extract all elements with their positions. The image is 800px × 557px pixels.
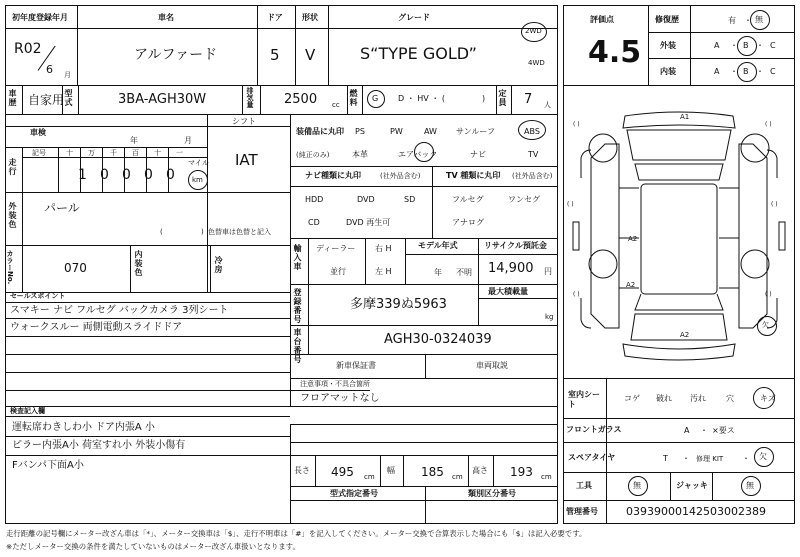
shape-label: 形状 — [302, 13, 318, 22]
reg-era: R02 — [14, 41, 42, 57]
interior-grade-a: A — [714, 67, 720, 76]
color-value: パール — [44, 201, 80, 215]
svg-text:( ): ( ) — [573, 121, 580, 128]
mileage-digit-header: 万 — [88, 149, 95, 157]
chassis-value: AGH30-0324039 — [384, 332, 492, 347]
width-unit: cm — [452, 473, 463, 481]
equipment-item: PS — [355, 127, 365, 136]
windshield-label: フロントガラス — [566, 425, 622, 434]
footer-line-2: ※ただしメーター交換の条件を満たしていないものはメーター改ざん車扱いとなります。 — [6, 542, 300, 551]
class-number-label: 類別区分番号 — [468, 489, 516, 498]
width-value: 185 — [421, 465, 444, 479]
svg-text:( ): ( ) — [567, 201, 574, 208]
sales-label: セールスポイント — [10, 292, 66, 300]
tv-type-sub: (社外品含む) — [512, 172, 553, 180]
equipment-item: PW — [390, 127, 403, 136]
width-label: 幅 — [387, 466, 395, 475]
exterior-grade-b-circle — [737, 36, 757, 56]
footer-line-1: 走行距離の記号欄にメーター改ざん車は「*」、メーター交換車は「$」、走行不明車は「#」を記入してください。メーター交換で合算表示した場合にも「$」は記入必要です。 — [6, 529, 587, 538]
inspector-line-1: 運転席わきしわ小 ドア内張A 小 — [12, 422, 155, 433]
model-year-year: 年 — [434, 268, 442, 277]
model-label: 型式 — [64, 89, 73, 107]
shape-value: V — [305, 46, 316, 64]
mileage-digit-header: 一 — [176, 149, 183, 157]
mgmt-number-label: 管理番号 — [566, 507, 598, 516]
interior-grade-b: B — [743, 67, 749, 76]
car-name: アルファード — [134, 47, 218, 63]
model-year-unknown: 不明 — [456, 268, 472, 277]
equipment-item: 本革 — [352, 150, 368, 159]
inspector-line-2: ピラー内張A小 荷室すれ小 外装小傷有 — [12, 440, 186, 451]
capacity-unit: 人 — [544, 101, 551, 109]
shaken-label: 車検 — [30, 128, 46, 137]
car-name-label: 車名 — [158, 13, 174, 22]
import-label: 輸入車 — [293, 244, 302, 271]
warranty-new-car: 新車保証書 — [336, 361, 376, 370]
equipment-item: TV — [528, 150, 539, 159]
type-number-label: 型式指定番号 — [330, 489, 378, 498]
displacement-label: 排気量 — [246, 87, 254, 108]
mileage-digit: 0 — [166, 167, 175, 183]
fuel-label: 燃料 — [349, 89, 358, 107]
shift-value: IAT — [235, 151, 258, 169]
color-note: 色替車は色替と記入 — [208, 228, 271, 236]
airbag-circle — [414, 142, 434, 162]
interior-grade-c: C — [770, 67, 776, 76]
score-value: 4.5 — [588, 35, 642, 70]
exterior-grade-b: B — [743, 41, 749, 50]
mileage-label: 走行 — [8, 158, 17, 176]
diagram-mark-a2-rear: A2 — [680, 331, 690, 339]
tools-label: 工具 — [576, 481, 592, 490]
car-body-diagram — [565, 88, 793, 378]
mileage-digit: 1 — [78, 167, 87, 183]
equipment-item: エアバック — [398, 150, 438, 159]
spare-paren: ・ — [742, 454, 750, 463]
color-no-label: カラーNo. — [6, 250, 14, 285]
interior-grade-sep: ・ — [756, 67, 764, 76]
registration-label: 登録番号 — [293, 288, 302, 324]
tv-type-item: アナログ — [452, 218, 484, 227]
nav-type-item: DVD — [357, 195, 375, 204]
length-label: 長さ — [294, 466, 310, 475]
equipment-item: ナビ — [470, 150, 486, 159]
doors-label: ドア — [267, 13, 283, 22]
tools-value: 無 — [633, 481, 641, 490]
svg-text:( ): ( ) — [573, 291, 580, 298]
nav-type-item: SD — [404, 195, 416, 204]
equipment-label-sub: (純正のみ) — [296, 151, 330, 159]
sales-line-1: スマキー ナビ フルセグ バックカメラ 3列シート — [10, 305, 229, 316]
max-load-label: 最大積載量 — [488, 287, 528, 296]
svg-text:( ): ( ) — [765, 291, 772, 298]
displacement-unit: cc — [332, 101, 340, 109]
repair-no: 無 — [755, 15, 763, 24]
windshield-repair: ×要ス — [712, 426, 735, 435]
recycle-value: 14,900 — [488, 261, 534, 276]
exterior-grade-a: A — [714, 41, 720, 50]
color-note-close: ) — [201, 228, 204, 236]
drive-4wd: 4WD — [528, 59, 545, 67]
grade-label: グレード — [398, 13, 430, 22]
diagram-mark-chip: 欠 — [762, 321, 769, 329]
mileage-digit-header: 千 — [110, 149, 117, 157]
mile-label: マイル — [188, 159, 209, 167]
equipment-label: 装備品に丸印 — [296, 127, 344, 136]
km-label: km — [192, 176, 203, 184]
inspector-line-3: Fバンパ下面A小 — [12, 460, 84, 471]
color-label: 外装色 — [8, 202, 17, 229]
tv-type-item: フルセグ — [452, 195, 484, 204]
recycle-label: リサイクル預託金 — [484, 241, 547, 250]
import-left-h: 左 H — [375, 267, 392, 276]
height-unit: cm — [541, 473, 552, 481]
sheet-item: 破れ — [656, 394, 672, 403]
use-value: 自家用 — [28, 93, 65, 107]
exterior-label: 外装 — [660, 41, 676, 50]
exterior-grade-c: C — [770, 41, 776, 50]
height-value: 193 — [510, 465, 533, 479]
doors-value: 5 — [270, 46, 280, 64]
reg-month: 6 — [46, 63, 53, 76]
mileage-digit: 0 — [122, 167, 131, 183]
diagram-mark-a2-rear-left: A2 — [626, 281, 636, 289]
sheet-scratch-circle — [753, 387, 775, 409]
windshield-a: A — [684, 426, 690, 435]
nav-type-sub: (社外品含む) — [380, 172, 421, 180]
mileage-digit: 0 — [144, 167, 153, 183]
drive-2wd: 2WD — [525, 27, 542, 35]
sheet-item: キズ — [760, 394, 776, 403]
recycle-unit: 円 — [544, 267, 552, 276]
repair-label: 修復歴 — [655, 15, 679, 24]
import-right-h: 右 H — [375, 244, 392, 253]
equipment-item: サンルーフ — [456, 127, 495, 136]
interior-grade-sep: ・ — [730, 67, 738, 76]
sheet-item: 穴 — [726, 394, 734, 403]
repair-yes: 有 — [728, 16, 736, 25]
equipment-item: ABS — [524, 127, 540, 136]
spare-none: 欠 — [759, 452, 767, 461]
registration-plate: 多摩339ぬ5963 — [350, 297, 447, 312]
length-value: 495 — [331, 465, 354, 479]
inspector-label: 検査記入欄 — [10, 407, 45, 415]
shaken-year-label: 年 — [130, 136, 138, 145]
spare-tire-label: スペアタイヤ — [568, 453, 616, 462]
jack-label: ジャッキ — [676, 481, 708, 490]
interior-color-label: 内装色 — [134, 250, 143, 277]
diagram-mark-a2-left: A2 — [628, 235, 638, 243]
notes-text: フロアマットなし — [300, 393, 380, 404]
sheet-item: 汚れ — [690, 394, 706, 403]
grade-value: S“TYPE GOLD” — [360, 44, 477, 63]
equipment-item: AW — [424, 127, 437, 136]
reg-month-unit: 月 — [64, 71, 71, 79]
shift-label: シフト — [232, 117, 256, 126]
warranty-manual: 車両取説 — [476, 361, 508, 370]
interior-label: 内装 — [660, 67, 676, 76]
chassis-label: 車台番号 — [293, 328, 302, 364]
svg-text:( ): ( ) — [771, 201, 778, 208]
fuel-g: G — [372, 94, 379, 103]
nav-type-label: ナビ種類に丸印 — [305, 171, 361, 180]
score-label: 評価点 — [590, 15, 614, 24]
max-load-unit: kg — [545, 313, 554, 321]
model-value: 3BA-AGH30W — [118, 92, 207, 107]
import-parallel: 並行 — [330, 267, 346, 276]
diagram-mark-a1: A1 — [680, 113, 690, 121]
mileage-digit: 0 — [100, 167, 109, 183]
nav-type-item: CD — [308, 218, 320, 227]
svg-text:( ): ( ) — [765, 121, 772, 128]
tv-type-label: TV 種類に丸印 — [446, 171, 501, 180]
mileage-grid-line — [58, 147, 59, 192]
fuel-close: ) — [482, 94, 486, 103]
mileage-digit-header: 百 — [132, 149, 139, 157]
spare-kit: 修理 KIT — [696, 455, 724, 463]
interior-sheet-label: 室内シート — [568, 390, 600, 410]
exterior-grade-sep: ・ — [730, 41, 738, 50]
exterior-grade-sep: ・ — [756, 41, 764, 50]
fuel-options: D ・ HV ・ ( — [398, 94, 445, 103]
interior-grade-b-circle — [737, 62, 757, 82]
windshield-sep: ・ — [700, 426, 708, 435]
spare-sep: ・ — [682, 454, 690, 463]
mileage-code-label: 記号 — [32, 149, 46, 157]
sheet-item: コゲ — [624, 394, 640, 403]
shaken-month-label: 月 — [184, 136, 192, 145]
mileage-digit-header: 十 — [154, 149, 161, 157]
jack-value: 無 — [746, 481, 754, 490]
tv-type-item: ワンセグ — [508, 195, 540, 204]
nav-type-item: DVD 再生可 — [346, 218, 391, 227]
color-no-value: 070 — [64, 261, 87, 275]
sales-line-2: ウォークスルー 両側電動スライドドア — [10, 322, 183, 333]
color-note-paren: ( — [160, 228, 163, 236]
model-year-label: モデル年式 — [418, 241, 458, 250]
length-unit: cm — [364, 473, 375, 481]
ac-label: 冷房 — [214, 256, 223, 274]
notes-label: 注意事項・不具合箇所 — [300, 380, 370, 388]
use-label: 車歴 — [8, 89, 17, 107]
reg-year-label: 初年度登録年月 — [12, 13, 68, 22]
abs-circle — [518, 120, 546, 140]
spare-t: T — [663, 454, 668, 463]
capacity-label: 定員 — [498, 89, 507, 107]
displacement-value: 2500 — [284, 92, 318, 107]
height-label: 高さ — [472, 466, 488, 475]
mileage-digit-header: 十 — [66, 149, 73, 157]
nav-type-item: HDD — [305, 195, 324, 204]
repair-sep: ・ — [744, 16, 752, 25]
capacity-value: 7 — [524, 92, 533, 107]
import-dealer: ディーラー — [316, 244, 356, 253]
mgmt-number-value: 03939000142503002389 — [626, 505, 766, 518]
